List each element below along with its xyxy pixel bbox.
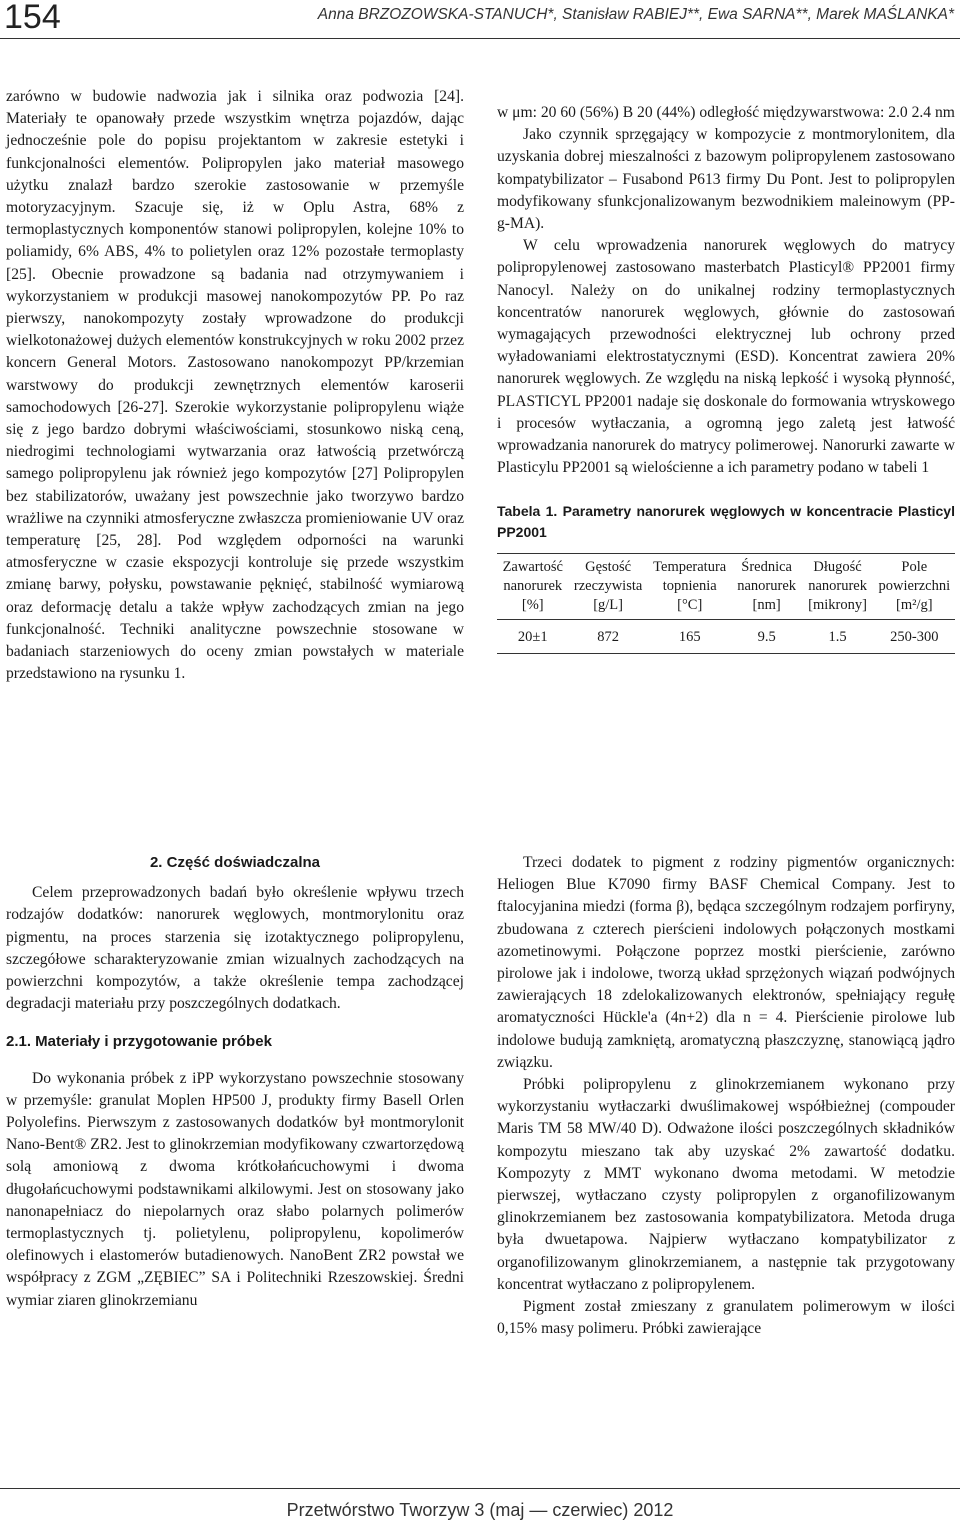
table-cell: 1.5 xyxy=(802,620,874,654)
page-number: 154 xyxy=(4,0,61,36)
table-cell: 250-300 xyxy=(874,620,955,654)
paragraph: zarówno w budowie nadwozia jak i silnika oraz podwozia [24]. Materiały te opanowały przede wszystkim wnętrza pojazdów, dając jednocześnie pole do popisu projektantom w zakresie estetyki i funkcjonalności elementów. Polipropylen jako materiał masowego użytku znalazł bardzo szerokie zastosowanie w przemyśle motoryzacyjnym. Szacuje się, iż w Oplu Astra, 68% z termoplastycznych komponentów stanowi polipropylen, kolejne 10% to poliamidy, 6% ABS, 4% to polietylen oraz 12% pozostałe termoplasty [25]. Obecnie prowadzone są badania nad otrzymywaniem i wykorzystaniem w produkcji masowej nanokompozytów PP. Po raz pierwszy, nanokompozyty zostały wprowadzone do produkcji wielkotonażowej dużych elementów konstrukcyjnych w roku 2002 przez koncern General Motors. Zastosowano nanokompozyt PP/krzemian warstwowy do produkcji zewnętrznych elementów karoserii samochodowych [26-27]. Szerokie wykorzystanie polipropylenu wiąże się z jego bardzo dobrymi właściwościami, stosunkowo niską ceną, niedrogimi technologiami wytwarzania oraz łatwością przetwórczą samego polipropylenu jak również jego kompozytów [27] Polipropylen bez stabilizatorów, uważany jest powszechnie jako tworzywo bardzo wrażliwe na czynniki atmosferyczne zwłaszcza promieniowanie UV oraz temperaturę [25, 28]. Pod względem odporności na warunki atmosferyczne w czasie ekspozycji kontroluje się przede wszystkim zmianę barwy, połysku, powstawanie pęknięć, stabilność wymiarową oraz deformację detalu a także wpływ zachodzących zmian na jego funkcjonalność. Techniki analityczne powszechnie stosowane w badaniach starzeniowych do oceny zmian powstałych w materiale przedstawiono na rysunku 1. xyxy=(6,88,464,683)
table-header-cell: Temperatura topnienia [°C] xyxy=(648,554,732,620)
paragraph: Celem przeprowadzonych badań było określenie wpływu trzech rodzajów dodatków: nanorurek węglowych, montmorylonitu oraz pigmentu, na proces starzenia się izotaktycznego polipropylenu, szczegółowe scharakteryzowanie zmian wizualnych zachodzących na powierzchni kompozytów, a także określenie tempa zachodzącej degradacji materiału przy poszczególnych dodatkach. xyxy=(6,884,464,1013)
section-title: 2. Część doświadczalna xyxy=(149,854,321,871)
table-cell: 165 xyxy=(648,620,732,654)
paragraph: Próbki polipropylenu z glinokrzemianem wykonano przy wykorzystaniu wytłaczarki dwuślimakowej współbieżnej (compouder Maris TM 58 MW/40 D). Odważone ilości poszczególnych składników kompozytu mieszano tak aby uzyskać 2% zawartość dodatku. Kompozyty z MMT wykonano dwoma metodami. W metodzie pierwszej, wytłaczano czysty polipropylen z organofilizowanym glinokrzemianem bez zastosowania kompatybilizatora. Metoda druga była dwuetapowa. Najpierw wytłaczano kompatybilizator z organofilizowanym glinokrzemianem, a następnie tak przygotowany koncentrat wytłaczano z polipropylenem. xyxy=(497,1076,955,1293)
table-caption: Tabela 1. Parametry nanorurek węglowych w koncentracie Plasticyl PP2001 xyxy=(497,503,955,541)
footer-divider xyxy=(0,1488,960,1489)
nanotube-parameters-table xyxy=(497,553,955,654)
column-right-bottom xyxy=(497,852,955,1340)
table-header-cell: Średnica nanorurek [nm] xyxy=(732,554,802,620)
table-header-cell: Zawartość nanorurek [%] xyxy=(497,554,569,620)
page-header xyxy=(0,0,960,40)
table-cell: 20±1 xyxy=(497,620,569,654)
paragraph: Pigment został zmieszany z granulatem polimerowym w ilości 0,15% masy polimeru. Próbki zawierające xyxy=(497,1298,955,1338)
table-header-cell: Gęstość rzeczywista [g/L] xyxy=(569,554,648,620)
paragraph: w μm: 20 60 (56%) B 20 (44%) odległość międzywarstwowa: 2.0 2.4 nm xyxy=(497,104,955,121)
subsection-title: 2.1. Materiały i przygotowanie próbek xyxy=(6,1033,272,1051)
column-right-top xyxy=(497,102,955,654)
table-header-cell: Pole powierzchni [m²/g] xyxy=(874,554,955,620)
paragraph: W celu wprowadzenia nanorurek węglowych do matrycy polipropylenowej zastosowano masterbatch Plasticyl® PP2001 firmy Nanocyl. Należy on do unikalnej rodziny termoplastycznych koncentratów nanorurek węglowych, głównie do zastosowań wymagających przewodności elektrycznej lub ochrony przed wyładowaniami elektrostatycznymi (ESD). Koncentrat zawiera 20% nanorurek węglowych. Ze względu na niską lepkość i wysoką płynność, PLASTICYL PP2001 nadaje się doskonale do formowania wtryskowego i procesów wytłaczania, a ogromną jego zaletą jest łatwość wprowadzania nanorurek do matrycy polimerowej. Nanorurki zawarte w Plasticylu PP2001 są wielościenne a ich parametry podano w tabeli 1 xyxy=(497,237,955,477)
paragraph: Jako czynnik sprzęgający w kompozycie z montmorylonitem, dla uzyskania dobrej mieszalności z bazowym polipropylenem zastosowano kompatybilizator – Fusabond P613 firmy Du Pont. Jest to polipropylen modyfikowany sfunkcjonalizowanym bezwodnikiem maleinowym (PP-g-MA). xyxy=(497,126,955,233)
table-header-row xyxy=(497,554,955,620)
running-head-authors: Anna BRZOZOWSKA-STANUCH*, Stanisław RABIEJ**, Ewa SARNA**, Marek MAŚLANKA* xyxy=(317,6,954,23)
table-cell: 872 xyxy=(569,620,648,654)
column-left-bottom xyxy=(6,852,464,1312)
journal-name: Przetwórstwo Tworzyw 3 (maj — czerwiec) 2012 xyxy=(286,1500,674,1520)
paragraph: Trzeci dodatek to pigment z rodziny pigmentów organicznych: Heliogen Blue K7090 firmy BASF Chemical Company. Jest to ftalocyjanina miedzi (forma β), będąca szczególnym rodzajem porfiryny, zbudowana z czterech pierścieni indolowych połączonych mostkami azometinowymi. Połączone poprzez mostki pierścienie, zarówno pirolowe jak i indolowe, tworzą układ sprzężonych wiązań podwójnych zawierających 18 zdelokalizowanych elektronów, spełniający regułę aromatyczności Hückle'a (4n+2) dla n = 4. Pierścienie pirolowe lub indolowe budują zamkniętą, aromatyczną płaszczyznę, stanowiącą jądro związku. xyxy=(497,854,955,1071)
table-row xyxy=(497,620,955,654)
header-divider xyxy=(0,38,960,39)
table-cell: 9.5 xyxy=(732,620,802,654)
table-header-cell: Długość nanorurek [mikrony] xyxy=(802,554,874,620)
paragraph: Do wykonania próbek z iPP wykorzystano powszechnie stosowany w przemyśle: granulat Moplen HP500 J, produkty firmy Basell Orlen Polyolefins. Pierwszym z zastosowanych dodatków był montmorylonit Nano-Bent® ZR2. Jest to glinokrzemian modyfikowany czwartorzędową solą amoniową z dwoma krótkołańcuchowymi i dwoma długołańcuchowymi podstawnikami alkilowymi. Jest on stosowany jako nanonapełniacz do niepolarnych oraz słabo polarnych polimerów termoplastycznych tj. polietylenu, polipropylenu, kopolimerów olefinowych i elastomerów butadienowych. NanoBent ZR2 powstał we współpracy z ZGM „ZĘBIEC” SA i Politechniki Rzeszowskiej. Średni wymiar ziaren glinokrzemianu xyxy=(6,1069,464,1309)
column-left-top xyxy=(6,86,464,685)
